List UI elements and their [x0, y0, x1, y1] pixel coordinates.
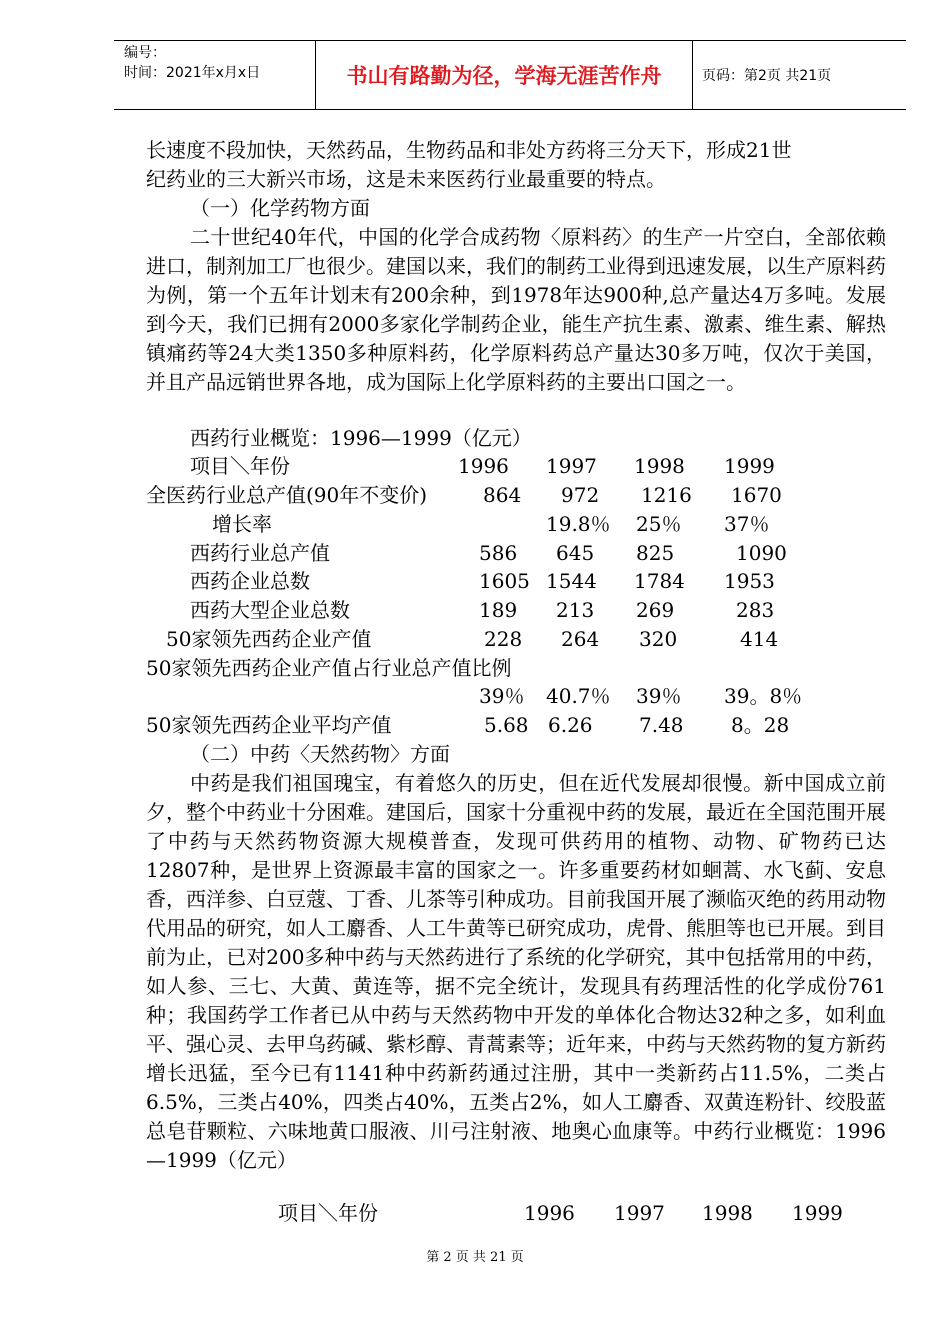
- cell: 37％: [724, 512, 770, 536]
- table-row: [0, 711, 950, 740]
- cell: 213: [556, 598, 595, 622]
- table-row: [0, 654, 950, 683]
- table1-header-year: 1996: [458, 454, 509, 478]
- table1-title: 西药行业概览：1996—1999（亿元）: [190, 426, 532, 450]
- cell: 269: [636, 598, 675, 622]
- cell: 5.68: [484, 713, 529, 737]
- table2-header-row: [0, 1199, 950, 1228]
- row-label: 西药行业总产值: [190, 541, 330, 565]
- cell: 1953: [724, 569, 775, 593]
- cell: 6.26: [548, 713, 593, 737]
- page-footer: 第 2 页 共 21 页: [426, 1250, 524, 1265]
- cell: 39％: [479, 684, 525, 708]
- table2-header-year: 1996: [524, 1201, 575, 1225]
- cell: 8。28: [731, 713, 790, 737]
- cell: 414: [740, 627, 779, 651]
- table-row: [0, 539, 950, 568]
- page-header: [114, 40, 906, 110]
- serial-label: 编号：: [124, 45, 166, 61]
- cell: 320: [639, 627, 678, 651]
- section2-paragraph: 中药是我们祖国瑰宝，有着悠久的历史，但在近代发展却很慢。新中国成立前夕，整个中药业十分困难。建国后，国家十分重视中药的发展，最近在全国范围开展了中药与天然药物资源大规模普查，发现可供药用的植物、动物、矿物药已达12807种，是世界上资源最丰富的国家之一。许多重要药材如蛔蒿、水飞蓟、安息香，西洋参、白豆蔻、丁香、儿茶等引种成功。目前我国开展了濒临灭绝的药用动物代用品的研究，如人工麝香、人工牛黄等已研究成功，虎骨、熊胆等也已开展。到目前为止，已对200多种中药与天然药进行了系统的化学研究，其中包括常用的中药，如人参、三七、大黄、黄连等，据不完全统计，发现具有药理活性的化学成份761种；我国药学工作者已从中药与天然药物中开发的单体化合物达32种之多，如利血平、强心灵、去甲乌药碱、紫杉醇、青蒿素等；近年来，中药与天然药物的复方新药增长迅猛，至今已有1141种中药新药通过注册，其中一类新药占11.5%，二类占6.5%，三类占40%，四类占40%，五类占2%，如人工麝香、双黄连粉针、绞股蓝总皂苷颗粒、六味地黄口服液、川弓注射液、地奥心血康等。中药行业概览：1996—1999（亿元）: [146, 771, 886, 1172]
- cell: 39％: [636, 684, 682, 708]
- cell: 228: [484, 627, 523, 651]
- table1-header-year: 1998: [634, 454, 685, 478]
- table-row: [0, 596, 950, 625]
- row-label: 全医药行业总产值(90年不变价): [146, 483, 428, 507]
- intro-line-2: 纪药业的三大新兴市场，这是未来医药行业最重要的特点。: [146, 167, 666, 191]
- cell: 1216: [641, 483, 692, 507]
- cell: 1784: [634, 569, 685, 593]
- table-row: [0, 510, 950, 539]
- time-label: 时间：2021年x月x日: [124, 65, 261, 81]
- table1-header-row: [0, 452, 950, 481]
- table2-header-year: 1998: [702, 1201, 753, 1225]
- table-row: [0, 481, 950, 510]
- cell: 645: [556, 541, 595, 565]
- table-row: [0, 567, 950, 596]
- cell: 283: [736, 598, 775, 622]
- table2-header-year: 1999: [792, 1201, 843, 1225]
- cell: 1090: [736, 541, 787, 565]
- header-motto: 书山有路勤为径，学海无涯苦作舟: [316, 41, 693, 109]
- table1-header-year: 1997: [546, 454, 597, 478]
- row-label: 50家领先西药企业产值占行业总产值比例: [146, 656, 512, 680]
- table1-header-item: 项目＼年份: [190, 454, 290, 478]
- cell: 264: [561, 627, 600, 651]
- cell: 1544: [546, 569, 597, 593]
- cell: 1605: [479, 569, 530, 593]
- cell: 25％: [636, 512, 682, 536]
- row-label: 西药大型企业总数: [190, 598, 350, 622]
- table-row: [0, 625, 950, 654]
- table1-header-year: 1999: [724, 454, 775, 478]
- table2-header-year: 1997: [614, 1201, 665, 1225]
- table-row: [0, 682, 950, 711]
- row-label: 50家领先西药企业产值: [166, 627, 372, 651]
- cell: 825: [636, 541, 675, 565]
- header-page-info: 页码：第2页 共21页: [702, 68, 832, 84]
- row-label: 增长率: [212, 512, 272, 536]
- table2-header-item: 项目＼年份: [278, 1201, 378, 1225]
- intro-line-1: 长速度不段加快，天然药品，生物药品和非处方药将三分天下，形成21世: [146, 138, 792, 162]
- cell: 40.7％: [546, 684, 611, 708]
- cell: 586: [479, 541, 518, 565]
- cell: 189: [479, 598, 518, 622]
- cell: 1670: [731, 483, 782, 507]
- row-label: 西药企业总数: [190, 569, 310, 593]
- cell: 7.48: [639, 713, 684, 737]
- section1-paragraph: 二十世纪40年代，中国的化学合成药物〈原料药〉的生产一片空白，全部依赖进口，制剂加工厂也很少。建国以来，我们的制药工业得到迅速发展，以生产原料药为例，第一个五年计划末有200余种，到1978年达900种,总产量达4万多吨。发展到今天，我们已拥有2000多家化学制药企业，能生产抗生素、激素、维生素、解热镇痛药等24大类1350多种原料药，化学原料药总产量达30多万吨，仅次于美国，并且产品远销世界各地，成为国际上化学原料药的主要出口国之一。: [146, 225, 886, 394]
- cell: 19.8％: [546, 512, 611, 536]
- row-label: 50家领先西药企业平均产值: [146, 713, 392, 737]
- header-meta: [114, 41, 316, 109]
- cell: 972: [561, 483, 600, 507]
- section2-title: （二）中药〈天然药物〉方面: [190, 742, 450, 766]
- section1-title: （一）化学药物方面: [190, 196, 370, 220]
- cell: 864: [483, 483, 522, 507]
- cell: 39。8％: [724, 684, 803, 708]
